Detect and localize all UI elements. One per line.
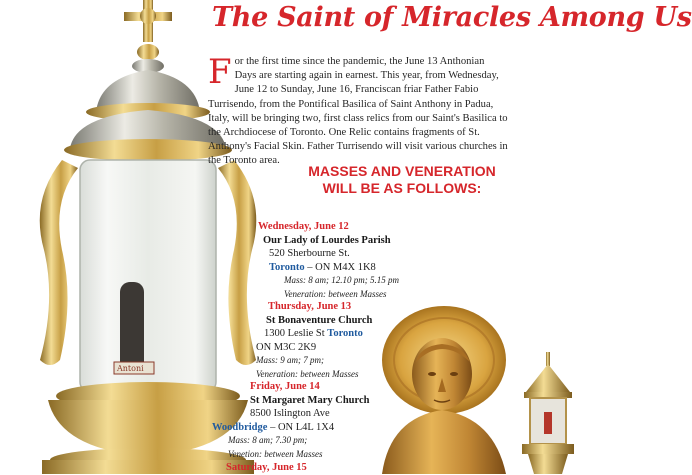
city: Toronto — [269, 261, 305, 273]
relic-label: Antoni — [117, 364, 144, 373]
small-reliquary-image — [518, 352, 578, 474]
veneration-times: Venetion: between Masses — [228, 448, 323, 459]
schedule-heading — [272, 163, 532, 197]
church-address: 520 Sherbourne St. — [269, 248, 350, 259]
page-title: The Saint of Miracles Among Us — [212, 2, 692, 33]
postal-code: – ON L4L 1X4 — [267, 421, 335, 433]
day-label: Friday, June 14 — [250, 381, 320, 392]
day-label: Wednesday, June 12 — [258, 221, 349, 232]
church-city-line — [258, 261, 399, 275]
veneration-times: Veneration: between Masses — [284, 288, 387, 299]
church-address: 1300 Leslie St — [264, 328, 328, 339]
postal-code: – ON M4X 1K8 — [304, 261, 376, 273]
mass-times: Mass: 9 am; 7 pm; — [256, 355, 324, 365]
heading-line-2: WILL BE AS FOLLOWS: — [322, 180, 482, 196]
church-name: St Bonaventure Church — [266, 314, 373, 326]
mass-times: Mass: 8 am; 7.30 pm; — [228, 435, 308, 445]
day-label-saturday: Saturday, June 15 — [226, 462, 307, 473]
postal-code: ON M3C 2K9 — [256, 341, 317, 353]
intro-paragraph — [208, 52, 508, 169]
church-city-line — [212, 421, 369, 435]
schedule-friday — [212, 380, 369, 475]
church-address: 8500 Islington Ave — [250, 408, 330, 419]
schedule-thursday — [244, 300, 372, 381]
day-label: Thursday, June 13 — [268, 301, 352, 312]
statue-image — [372, 300, 522, 474]
city: Toronto — [327, 328, 363, 339]
church-name: Our Lady of Lourdes Parish — [263, 234, 391, 246]
drop-cap: F — [208, 52, 232, 92]
intro-text: or the first time since the pandemic, the June 13 Anthonian Days are starting again in earnest. This year, from Wednesday, June 12 to Sunday, June 16, Franciscan friar Father Fabio Turrisendo, from the Pontifical Basilica of Saint Anthony in Padua, Italy, will be bringing two, first class relics from our Saint's Basilica to the Archdiocese of Toronto. One Relic contains fragments of St. Anthony's Facial Skin. Father Turrisendo will visit various churches in the Toronto area. — [208, 56, 508, 167]
mass-times: Mass: 8 am; 12.10 pm; 5.15 pm — [284, 275, 399, 285]
heading-line-1: MASSES AND VENERATION — [308, 163, 496, 179]
veneration-times: Veneration: between Masses — [256, 368, 359, 379]
city: Woodbridge — [212, 421, 268, 433]
schedule-wednesday — [258, 220, 399, 301]
church-address-line — [244, 327, 372, 341]
church-name: St Margaret Mary Church — [250, 394, 370, 406]
